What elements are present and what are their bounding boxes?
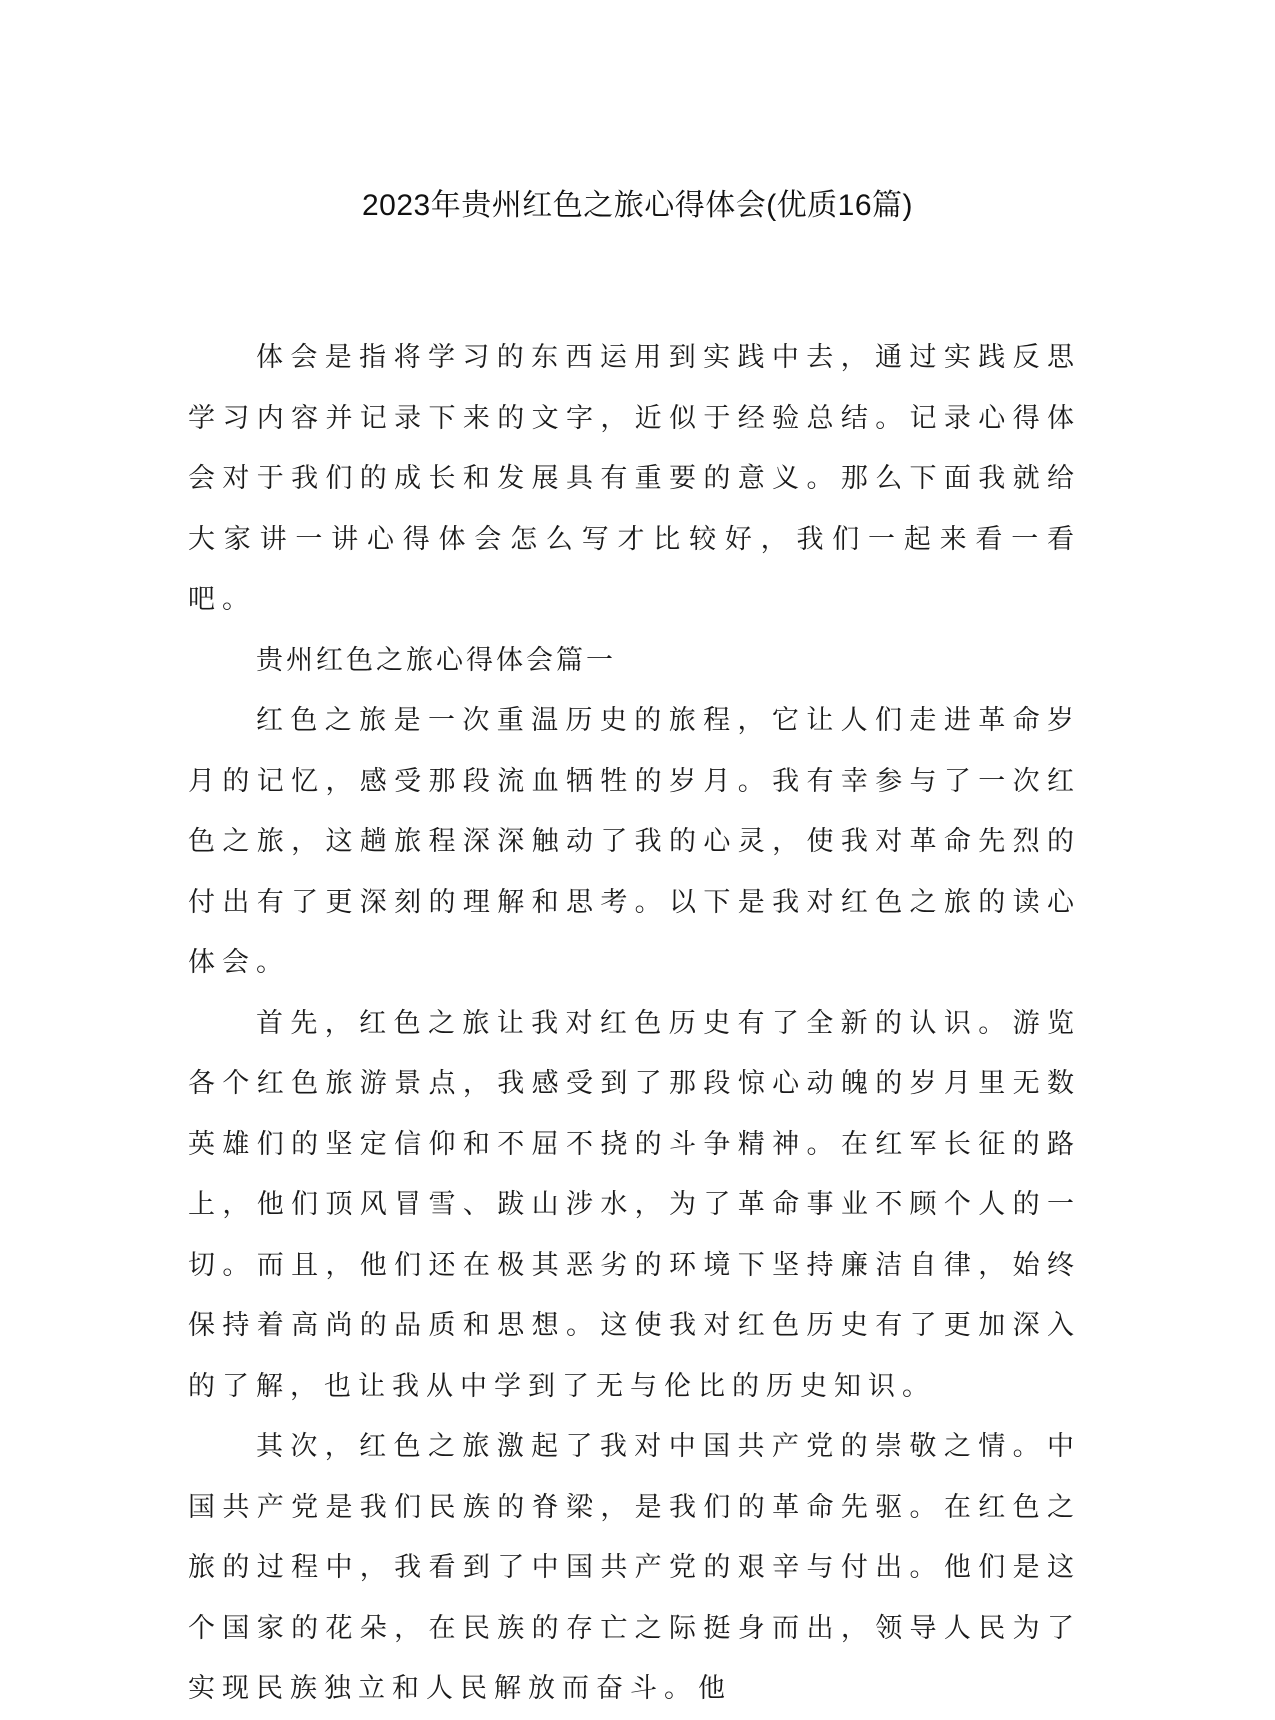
body-paragraph: 首先，红色之旅让我对红色历史有了全新的认识。游览各个红色旅游景点，我感受到了那段惊心动魄的岁月里无数英雄们的坚定信仰和不屈不挠的斗争精神。在红军长征的路上，他们顶风冒雪、跋山涉水，为了革命事业不顾个人的一切。而且，他们还在极其恶劣的环境下坚持廉洁自律，始终保持着高尚的品质和思想。这使我对红色历史有了更加深入的了解，也让我从中学到了无与伦比的历史知识。 [188,1007,1081,1402]
document-title: 2023年贵州红色之旅心得体会(优质16篇) [361,189,914,222]
section-heading: 贵州红色之旅心得体会篇一 [256,644,616,676]
document-body [188,328,1081,1720]
body-paragraph: 红色之旅是一次重温历史的旅程，它让人们走进革命岁月的记忆，感受那段流血牺牲的岁月。我有幸参与了一次红色之旅，这趟旅程深深触动了我的心灵，使我对革命先烈的付出有了更深刻的理解和思考。以下是我对红色之旅的读心体会。 [188,705,1081,978]
intro-paragraph: 体会是指将学习的东西运用到实践中去，通过实践反思学习内容并记录下来的文字，近似于经验总结。记录心得体会对于我们的成长和发展具有重要的意义。那么下面我就给大家讲一讲心得体会怎么写才比较好，我们一起来看一看吧。 [188,342,1081,615]
body-paragraph: 其次，红色之旅激起了我对中国共产党的崇敬之情。中国共产党是我们民族的脊梁，是我们的革命先驱。在红色之旅的过程中，我看到了中国共产党的艰辛与付出。他们是这个国家的花朵，在民族的存亡之际挺身而出，领导人民为了实现民族独立和人民解放而奋斗。他 [188,1431,1081,1704]
